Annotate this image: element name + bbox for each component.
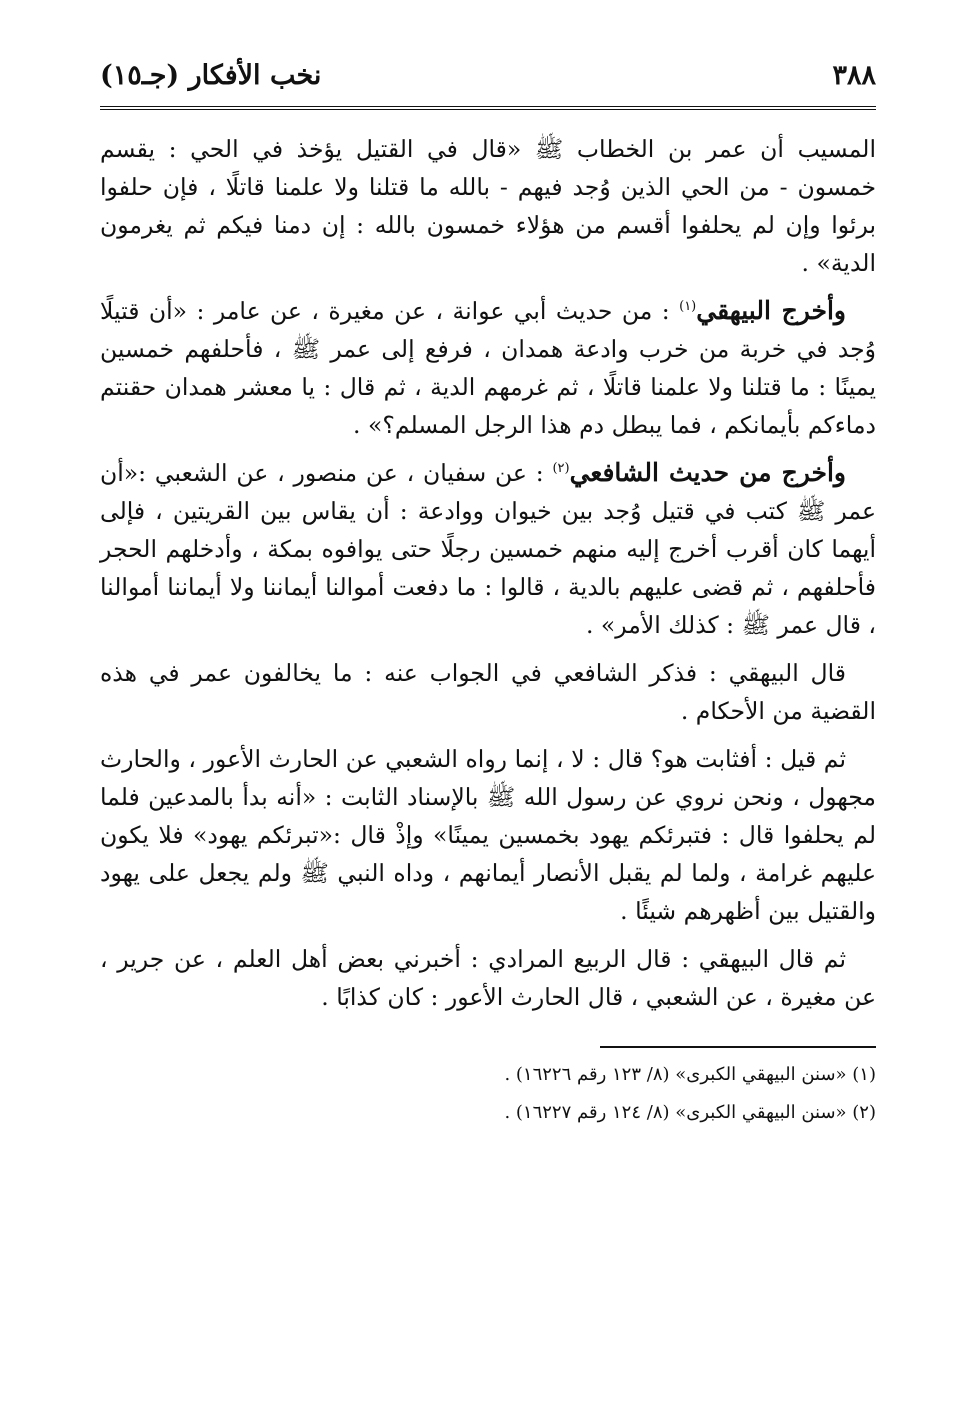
footnote: (١) «سنن البيهقي الكبرى» (٨/ ١٢٣ رقم ١٦٢٢٦) . [504, 1064, 876, 1085]
page-number: ٣٨٨ [832, 60, 876, 91]
paragraph-lead: وأخرج من حديث الشافعي [569, 458, 846, 487]
paragraph: ثم قيل : أفثابت هو؟ قال : لا ، إنما رواه الشعبي عن الحارث الأعور ، والحارث مجهول ، ونحن نروي عن رسول الله ﷺ بالإسناد الثابت : «أنه بدأ بالمدعين فلما لم يحلفوا قال : فتبرئكم يهود بخمسين يمينًا» وإذْ قال :«تبرئكم يهود» فلا يكون عليهم غرامة ، ولما لم يقبل الأنصار أيمانهم ، وداه النبي ﷺ ولم يجعل على يهود والقتيل بين أظهرهم شيئًا . [100, 745, 876, 925]
footnote-ref: (١) [679, 299, 697, 315]
book-page [100, 60, 876, 1136]
footnote: (٢) «سنن البيهقي الكبرى» (٨/ ١٢٤ رقم ١٦٢٢٧) . [504, 1102, 876, 1123]
footnote-rule [600, 1046, 876, 1048]
page-header [100, 60, 876, 104]
paragraph-lead: وأخرج البيهقي [696, 296, 846, 325]
paragraph: وأخرج من حديث الشافعي$^{(٢)}$ : عن سفيان ، عن منصور ، عن الشعبي :«أن عمر ﷺ كتب في قتيل وُجد بين خيوان ووادعة : أن يقاس بين القريتين ، فإلى أيهما كان أقرب أخرج إليه منهم خمسين رجلًا حتى يوافوه بمكة ، وأدخلهم الحجر فأحلفهم ، ثم قضى عليهم بالدية ، قالوا : ما دفعت أموالنا أيماننا ولا أيماننا أموالنا ، قال عمر ﷺ : كذلك الأمر» . [100, 458, 876, 639]
footnotes [100, 1060, 876, 1128]
paragraph: المسيب أن عمر بن الخطاب ﷺ «قال في القتيل يؤخذ في الحي : يقسم خمسون - من الحي الذين وُجد فيهم - بالله ما قتلنا ولا علمنا قاتلًا ، فإن حلفوا برئوا وإن لم يحلفوا أقسم من هؤلاء خمسون بالله : إن دمنا فيكم ثم يغرمون الدية» . [100, 135, 876, 277]
footnote-ref: (٢) [552, 461, 570, 477]
main-text [100, 130, 876, 1016]
header-rule [100, 106, 876, 110]
paragraph: وأخرج البيهقي$^{(١)}$ : من حديث أبي عوانة ، عن مغيرة ، عن عامر : «أن قتيلًا وُجد في خربة من خرب وادعة همدان ، فرفع إلى عمر ﷺ ، فأحلفهم خمسين يمينًا : ما قتلنا ولا علمنا قاتلًا ، ثم غرمهم الدية ، ثم قال : يا معشر همدان حقنتم دماءكم بأيمانكم ، فما يبطل دم هذا الرجل المسلم؟» . [100, 296, 876, 439]
paragraph: قال البيهقي : فذكر الشافعي في الجواب عنه : ما يخالفون عمر في هذه القضية من الأحكام . [100, 659, 876, 725]
paragraph: ثم قال البيهقي : قال الربيع المرادي : أخبرني بعض أهل العلم ، عن جرير ، عن مغيرة ، عن الشعبي ، قال الحارث الأعور : كان كذابًا . [100, 945, 876, 1011]
book-title: نخب الأفكار (جـ١٥) [100, 60, 322, 91]
